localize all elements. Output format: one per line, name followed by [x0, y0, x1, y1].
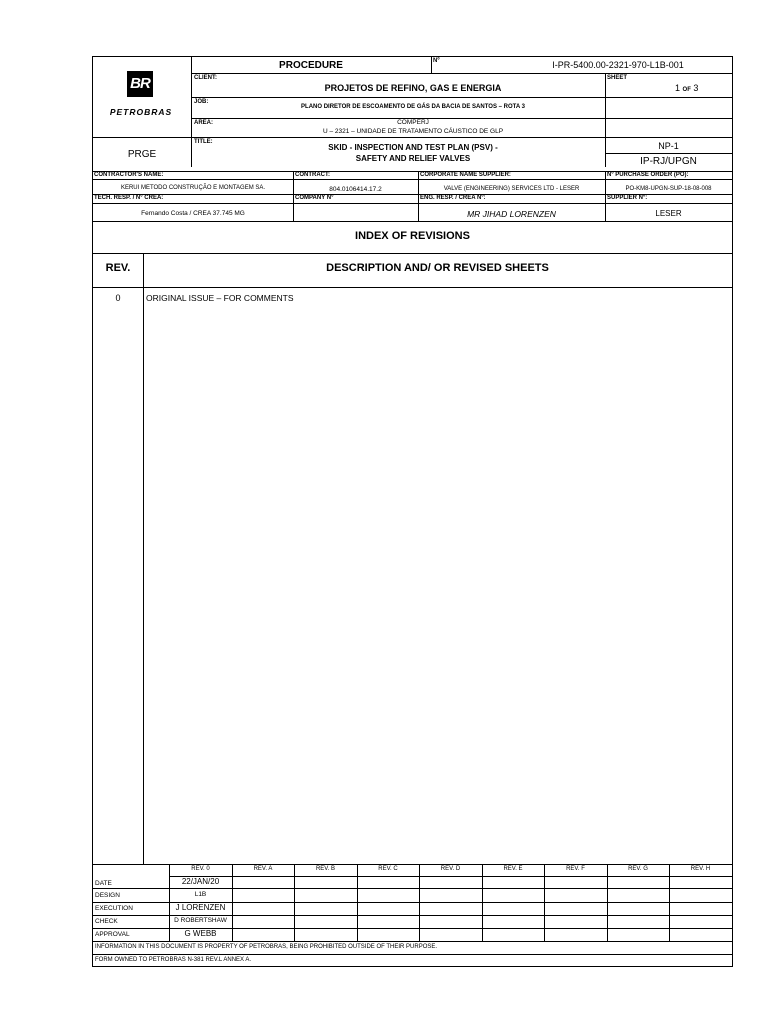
job-label: JOB: — [194, 99, 209, 105]
br-logo-icon — [127, 71, 153, 97]
rev-col-d: REV. D — [440, 866, 461, 872]
row-label-design: DESIGN — [95, 892, 120, 899]
title-line1: SKID - INSPECTION AND TEST PLAN (PSV) - — [328, 143, 498, 152]
client-value: PROJETOS DE REFINO, GAS E ENERGIA — [324, 83, 502, 93]
job-value: PLANO DIRETOR DE ESCOAMENTO DE GÁS DA BACIA DE SANTOS – ROTA 3 — [301, 104, 525, 110]
company-no-label: COMPANY N° — [295, 195, 334, 201]
rev-col-b: REV. B — [315, 866, 336, 872]
revision-entry-rev: 0 — [115, 293, 121, 303]
index-title: INDEX OF REVISIONS — [355, 230, 470, 242]
row-label-date: DATE — [95, 880, 112, 887]
company-name: PETROBRAS — [109, 107, 173, 117]
contractor-value: KERUI METODO CONSTRUÇÃO E MONTAGEM SA. — [120, 185, 266, 191]
title-line2: SAFETY AND RELIEF VALVES — [355, 154, 471, 163]
check-rev0: D ROBERTSHAW — [174, 917, 227, 924]
contract-value: 804.0106414.17.2 — [329, 186, 382, 193]
np-code: NP-1 — [658, 141, 679, 151]
approval-rev0: G WEBB — [184, 929, 217, 938]
tech-label: TECH. RESP. / N° CREA: — [94, 195, 164, 201]
rev-header: REV. — [105, 262, 131, 274]
petrobras-logo — [97, 71, 185, 121]
row-label-approval: APPROVAL — [95, 931, 130, 938]
design-rev0: L1B — [194, 891, 207, 898]
contract-label: CONTRACT: — [295, 172, 330, 178]
rev-col-c: REV. C — [378, 866, 398, 872]
rev-col-h: REV. H — [690, 866, 711, 872]
doc-type: PROCEDURE — [279, 60, 343, 71]
rev-col-e: REV. E — [503, 866, 523, 872]
footer-property-notice: INFORMATION IN THIS DOCUMENT IS PROPERTY OF PETROBRAS, BEING PROHIBITED OUTSIDE OF THEIR PURPOSE. — [95, 944, 438, 950]
ip-code: IP-RJ/UPGN — [640, 156, 697, 167]
sheet-total: 3 — [693, 83, 699, 93]
contractor-label: CONTRACTOR'S NAME: — [94, 172, 164, 178]
sheet-num: 1 — [675, 83, 681, 93]
po-value: PO-KM8-UPGN-SUP-18-08-008 — [625, 186, 712, 192]
supplier-no-value: LESER — [655, 209, 682, 218]
eng-value: MR JIHAD LORENZEN — [467, 209, 556, 219]
supplier-name-label: CORPORATE NAME SUPPLIER: — [420, 172, 511, 178]
area-line2: U – 2321 – UNIDADE DE TRATAMENTO CÁUSTICO DE GLP — [322, 128, 504, 135]
supplier-no-label: SUPPLIER Nº: — [607, 195, 648, 201]
title-label: TITLE: — [194, 139, 213, 145]
rev-col-f: REV. F — [566, 866, 585, 872]
supplier-name-value: VALVE (ENGINEERING) SERVICES LTD - LESER — [443, 186, 580, 192]
rev-col-g: REV. G — [628, 866, 648, 872]
eng-label: ENG. RESP. / CREA Nº: — [420, 195, 486, 201]
po-label: Nº PURCHASE ORDER (PO): — [607, 172, 689, 178]
rev-col-0: REV. 0 — [191, 866, 210, 872]
revision-entry-description: ORIGINAL ISSUE – FOR COMMENTS — [146, 293, 294, 303]
org-code: PRGE — [127, 149, 157, 160]
area-label: AREA: — [194, 120, 213, 126]
date-rev0: 22/JAN/20 — [181, 877, 220, 886]
area-line1: COMPERJ — [397, 119, 429, 126]
sheet-of: OF — [682, 87, 691, 93]
execution-rev0: J LORENZEN — [175, 903, 226, 912]
number-label: Nº — [433, 58, 440, 64]
rev-col-a: REV. A — [253, 866, 273, 872]
logo-text: BR — [130, 75, 150, 92]
procedure-sheet — [92, 56, 733, 967]
doc-number: I-PR-5400.00-2321-970-L1B-001 — [552, 60, 684, 70]
row-label-check: CHECK — [95, 918, 118, 925]
client-label: CLIENT: — [194, 75, 217, 81]
sheet-number — [675, 83, 698, 93]
row-label-execution: EXECUTION — [95, 905, 133, 912]
sheet-label: SHEET — [607, 75, 628, 81]
desc-header: DESCRIPTION AND/ OR REVISED SHEETS — [326, 262, 549, 274]
tech-value: Fernando Costa / CREA 37.745 MG — [141, 210, 245, 217]
footer-form-notice: FORM OWNED TO PETROBRAS N-381 REV.L ANNEX A. — [95, 957, 252, 963]
